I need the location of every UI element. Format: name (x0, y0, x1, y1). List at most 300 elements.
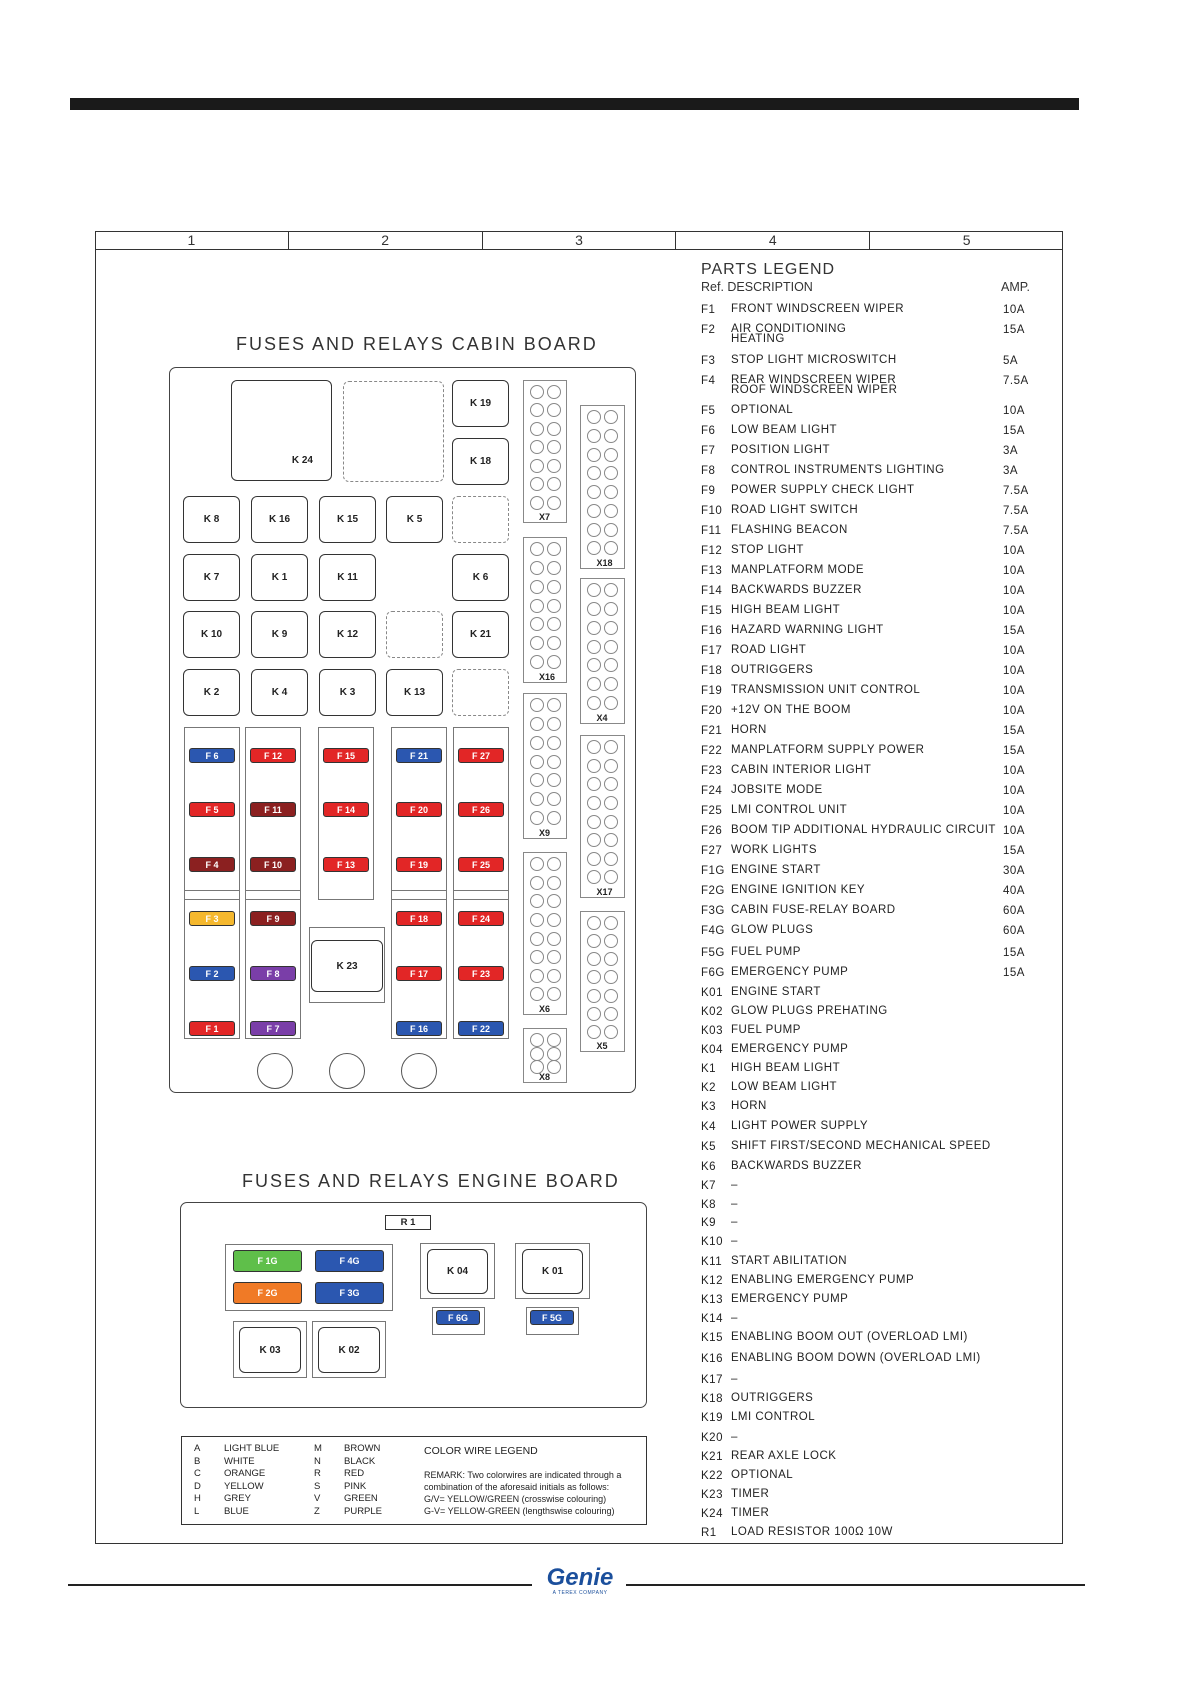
connector-label: X18 (596, 558, 613, 568)
connector-pin (530, 811, 544, 825)
legend-desc: CABIN INTERIOR LIGHT (731, 764, 872, 776)
legend-ref: K5 (701, 1141, 717, 1153)
legend-amp: 15A (1003, 725, 1025, 737)
legend-amp: 7.5A (1003, 505, 1029, 517)
legend-row (701, 425, 1031, 443)
connector-pin (604, 1025, 618, 1039)
legend-ref: K03 (701, 1025, 723, 1037)
connector-pin (530, 542, 544, 556)
connector-pin (547, 459, 561, 473)
connector-pin (547, 894, 561, 908)
fuse: F 14 (323, 802, 369, 817)
connector-pin (604, 677, 618, 691)
connector-pin (547, 496, 561, 510)
legend-amp: 15A (1003, 625, 1025, 637)
legend-desc: FRONT WINDSCREEN WIPER (731, 303, 905, 315)
connector-pin (604, 410, 618, 424)
legend-ref: F18 (701, 665, 723, 677)
legend-desc: LOW BEAM LIGHT (731, 1081, 838, 1093)
legend-amp: 10A (1003, 825, 1025, 837)
legend-desc: EMERGENCY PUMP (731, 966, 849, 978)
connector-pin (604, 523, 618, 537)
connector-pin (547, 811, 561, 825)
connector-label: X16 (539, 672, 556, 682)
connector-pin (587, 523, 601, 537)
mounting-hole (329, 1053, 365, 1089)
legend-row (701, 1332, 1031, 1350)
legend-row (701, 947, 1031, 965)
legend-desc: LOAD RESISTOR 100Ω 10W (731, 1526, 893, 1538)
fuse: F 8 (250, 966, 296, 981)
connector (580, 735, 625, 898)
wire-remark: REMARK: Two colorwires are indicated through a (424, 1470, 622, 1480)
fuse: F 5 (189, 802, 235, 817)
legend-row (701, 665, 1031, 683)
legend-desc: ENABLING EMERGENCY PUMP (731, 1274, 915, 1286)
legend-desc: ENABLING BOOM DOWN (OVERLOAD LMI) (731, 1352, 981, 1364)
legend-desc: BACKWARDS BUZZER (731, 584, 862, 596)
connector-pin (530, 894, 544, 908)
legend-desc: JOBSITE MODE (731, 784, 823, 796)
legend-desc: REAR AXLE LOCK (731, 1450, 837, 1462)
genie-logo (540, 1566, 620, 1596)
legend-ref: K22 (701, 1470, 723, 1482)
legend-row (701, 445, 1031, 463)
legend-desc: HEATING (731, 333, 785, 345)
legend-desc: – (731, 1216, 738, 1228)
fuse: F 9 (250, 911, 296, 926)
legend-ref: K10 (701, 1236, 723, 1248)
fuse: F 25 (458, 857, 504, 872)
legend-ref: K20 (701, 1432, 723, 1444)
relay-k: K 01 (522, 1249, 583, 1294)
fuse: F 4 (189, 857, 235, 872)
legend-row (701, 1393, 1031, 1411)
legend-desc: TIMER (731, 1507, 770, 1519)
legend-amp: 10A (1003, 545, 1025, 557)
wire-code: S (314, 1480, 321, 1492)
connector-pin (604, 796, 618, 810)
legend-row (701, 1313, 1031, 1331)
legend-ref: F4G (701, 925, 725, 937)
legend-row (701, 1256, 1031, 1274)
legend-row (701, 685, 1031, 703)
legend-row (701, 1121, 1031, 1139)
connector-pin (547, 773, 561, 787)
connector-pin (587, 1007, 601, 1021)
legend-desc: POWER SUPPLY CHECK LIGHT (731, 484, 915, 496)
wire-color-name: GREEN (344, 1493, 378, 1504)
legend-amp: 15A (1003, 324, 1025, 336)
legend-amp: 10A (1003, 785, 1025, 797)
connector-pin (587, 777, 601, 791)
connector-pin (530, 698, 544, 712)
connector-pin (547, 1033, 561, 1047)
wire-color-name: BLACK (344, 1455, 376, 1467)
relay-k: K 19 (452, 380, 509, 427)
connector-pin (587, 696, 601, 710)
wire-code: Z (314, 1505, 320, 1517)
logo-text: Genie (546, 1564, 614, 1591)
legend-desc: – (731, 1198, 738, 1210)
relay-k: K 12 (319, 611, 376, 658)
legend-ref: K3 (701, 1101, 717, 1113)
legend-amp: 10A (1003, 665, 1025, 677)
legend-row (701, 1082, 1031, 1100)
legend-desc: ENABLING BOOM OUT (OVERLOAD LMI) (731, 1331, 968, 1343)
connector-pin (587, 541, 601, 555)
engine-board-title: FUSES AND RELAYS ENGINE BOARD (242, 1171, 620, 1191)
legend-amp: 10A (1003, 304, 1025, 316)
legend-row (701, 1236, 1031, 1254)
connector-label: X6 (539, 1004, 551, 1014)
fuse: F 19 (396, 857, 442, 872)
legend-desc: FUEL PUMP (731, 1024, 801, 1036)
legend-desc: GLOW PLUGS PREHATING (731, 1005, 888, 1017)
legend-ref: K24 (701, 1508, 723, 1520)
connector-pin (547, 580, 561, 594)
wire-color-name: BLUE (224, 1505, 249, 1517)
legend-desc: +12V ON THE BOOM (731, 704, 851, 716)
connector (523, 693, 567, 839)
fuse: F 18 (396, 911, 442, 926)
wire-remark: G-V= YELLOW-GREEN (lengthswise colouring) (424, 1506, 615, 1516)
fuse: F 17 (396, 966, 442, 981)
relay-k: K 03 (239, 1327, 301, 1373)
fuse: F 13 (323, 857, 369, 872)
legend-desc: LMI CONTROL (731, 1411, 816, 1423)
legend-ref: F22 (701, 745, 723, 757)
cabin-board-title: FUSES AND RELAYS CABIN BOARD (236, 334, 598, 354)
connector-pin (530, 459, 544, 473)
connector-pin (604, 541, 618, 555)
legend-ref: K7 (701, 1180, 717, 1192)
resistor-r1: R 1 (385, 1215, 431, 1230)
legend-ref: K23 (701, 1489, 723, 1501)
legend-ref: K14 (701, 1313, 723, 1325)
legend-ref: K6 (701, 1161, 717, 1173)
legend-desc: ROOF WINDSCREEN WIPER (731, 384, 898, 396)
fuse: F 2 (189, 966, 235, 981)
legend-row (701, 1217, 1031, 1235)
legend-amp: 3A (1003, 465, 1019, 477)
connector-pin (530, 792, 544, 806)
connector-pin (604, 448, 618, 462)
fuse: F 6G (436, 1310, 480, 1325)
legend-ref: F11 (701, 525, 722, 537)
connector (523, 537, 567, 683)
legend-row (701, 374, 1031, 396)
legend-ref: F8 (701, 465, 716, 477)
connector-pin (604, 934, 618, 948)
legend-desc: POSITION LIGHT (731, 444, 831, 456)
connector-pin (604, 989, 618, 1003)
legend-ref: K1 (701, 1063, 717, 1075)
relay-k: K 2 (183, 669, 240, 716)
connector-pin (547, 755, 561, 769)
fuse: F 26 (458, 802, 504, 817)
legend-row (701, 1451, 1031, 1469)
legend-desc: ENGINE START (731, 864, 821, 876)
connector-pin (530, 561, 544, 575)
legend-ref: F9 (701, 485, 716, 497)
mounting-hole (401, 1053, 437, 1089)
legend-amp: 3A (1003, 445, 1019, 457)
connector-pin (604, 815, 618, 829)
connector-pin (530, 1047, 544, 1061)
legend-row (701, 1180, 1031, 1198)
legend-row (701, 1527, 1031, 1545)
relay-k: K 9 (251, 611, 308, 658)
legend-amp: 15A (1003, 845, 1025, 857)
legend-desc: FUEL PUMP (731, 946, 801, 958)
connector-pin (587, 970, 601, 984)
legend-desc: – (731, 1235, 738, 1247)
legend-ref: K15 (701, 1332, 723, 1344)
wire-code: L (194, 1505, 200, 1517)
legend-row (701, 605, 1031, 623)
relay-k: K 6 (452, 554, 509, 601)
legend-desc: HIGH BEAM LIGHT (731, 604, 841, 616)
legend-row (701, 1508, 1031, 1526)
connector-pin (587, 640, 601, 654)
legend-header-amp: AMP. (1001, 280, 1030, 294)
legend-amp: 7.5A (1003, 375, 1029, 387)
connector-pin (587, 934, 601, 948)
legend-desc: MANPLATFORM MODE (731, 564, 865, 576)
legend-amp: 15A (1003, 425, 1025, 437)
connector-pin (604, 602, 618, 616)
connector-pin (547, 987, 561, 1001)
connector-pin (587, 485, 601, 499)
legend-ref: K19 (701, 1412, 723, 1424)
legend-amp: 10A (1003, 585, 1025, 597)
legend-ref: K11 (701, 1256, 723, 1268)
fuse: F 16 (396, 1021, 442, 1036)
connector-pin (530, 913, 544, 927)
connector-pin (547, 913, 561, 927)
fuse: F 4G (315, 1250, 384, 1272)
legend-ref: F25 (701, 805, 723, 817)
legend-desc: OPTIONAL (731, 404, 794, 416)
legend-desc: HORN (731, 724, 767, 736)
connector (580, 911, 625, 1052)
legend-ref: K9 (701, 1217, 717, 1229)
legend-desc: ENGINE IGNITION KEY (731, 884, 866, 896)
legend-ref: F6G (701, 967, 725, 979)
legend-ref: K17 (701, 1374, 723, 1386)
fuse: F 3 (189, 911, 235, 926)
wire-color-name: PURPLE (344, 1505, 383, 1517)
connector-pin (587, 916, 601, 930)
connector-pin (604, 777, 618, 791)
legend-ref: F23 (701, 765, 723, 777)
connector (580, 405, 625, 569)
connector-pin (604, 970, 618, 984)
legend-amp: 7.5A (1003, 525, 1029, 537)
connector-pin (604, 852, 618, 866)
legend-desc: OUTRIGGERS (731, 664, 814, 676)
connector-pin (604, 640, 618, 654)
connector-pin (547, 717, 561, 731)
connector-pin (547, 969, 561, 983)
connector-pin (530, 736, 544, 750)
legend-row (701, 525, 1031, 543)
legend-ref: F2G (701, 885, 725, 897)
legend-ref: F7 (701, 445, 716, 457)
connector-pin (587, 815, 601, 829)
legend-row (701, 465, 1031, 483)
legend-desc: EMERGENCY PUMP (731, 1293, 849, 1305)
connector-pin (530, 636, 544, 650)
wire-legend-title: COLOR WIRE LEGEND (424, 1445, 538, 1457)
fuse: F 1 (189, 1021, 235, 1036)
legend-row (701, 505, 1031, 523)
legend-ref: K21 (701, 1451, 723, 1463)
fuse: F 23 (458, 966, 504, 981)
connector-pin (587, 870, 601, 884)
wire-color-legend (181, 1436, 647, 1525)
connector-pin (547, 792, 561, 806)
legend-desc: ROAD LIGHT (731, 644, 807, 656)
connector-pin (587, 410, 601, 424)
connector-pin (530, 932, 544, 946)
connector-pin (530, 385, 544, 399)
connector-label: X7 (539, 512, 551, 522)
legend-ref: K13 (701, 1294, 723, 1306)
logo-subtitle: A TEREX COMPANY (552, 1590, 608, 1596)
connector (523, 1028, 567, 1083)
legend-row (701, 1161, 1031, 1179)
column-label: 4 (676, 231, 870, 249)
legend-row (701, 1199, 1031, 1217)
wire-color-name: WHITE (224, 1455, 255, 1467)
legend-desc: STOP LIGHT MICROSWITCH (731, 354, 897, 366)
legend-row (701, 1063, 1031, 1081)
connector-pin (547, 385, 561, 399)
legend-desc: HIGH BEAM LIGHT (731, 1062, 841, 1074)
relay-k: K 18 (452, 438, 509, 485)
wire-code: C (194, 1468, 201, 1479)
legend-ref: F10 (701, 505, 723, 517)
wire-code: B (194, 1455, 201, 1467)
legend-row (701, 323, 1031, 345)
wire-color-name: LIGHT BLUE (224, 1443, 280, 1454)
legend-ref: K02 (701, 1006, 723, 1018)
legend-amp: 7.5A (1003, 485, 1029, 497)
connector-pin (587, 1025, 601, 1039)
empty-slot (452, 496, 509, 543)
legend-desc: OPTIONAL (731, 1469, 794, 1481)
mounting-hole (257, 1053, 293, 1089)
relay-k: K 23 (311, 940, 383, 992)
connector-pin (604, 759, 618, 773)
connector-pin (604, 621, 618, 635)
legend-desc: – (731, 1431, 738, 1443)
relay-k: K 21 (452, 611, 509, 658)
connector-pin (547, 698, 561, 712)
legend-amp: 60A (1003, 925, 1025, 937)
column-label: 5 (962, 232, 971, 248)
legend-desc: LMI CONTROL UNIT (731, 804, 848, 816)
legend-desc: HORN (731, 1100, 767, 1112)
connector-pin (587, 448, 601, 462)
connector-pin (530, 1033, 544, 1047)
legend-row (701, 485, 1031, 503)
footer-line (626, 1584, 1085, 1586)
connector-pin (530, 617, 544, 631)
legend-ref: K4 (701, 1121, 717, 1133)
connector-pin (587, 852, 601, 866)
legend-row (701, 1470, 1031, 1488)
legend-row (701, 405, 1031, 423)
connector-pin (604, 833, 618, 847)
legend-desc: EMERGENCY PUMP (731, 1043, 849, 1055)
legend-row (701, 545, 1031, 563)
empty-slot (386, 611, 443, 658)
column-label: 1 (95, 231, 289, 249)
connector-pin (604, 485, 618, 499)
connector-pin (530, 580, 544, 594)
wire-code: A (194, 1443, 201, 1454)
legend-desc: STOP LIGHT (731, 544, 804, 556)
legend-row (701, 565, 1031, 583)
legend-ref: F27 (701, 845, 723, 857)
connector-pin (587, 621, 601, 635)
legend-row (701, 865, 1031, 883)
relay-k: K 15 (319, 496, 376, 543)
legend-row (701, 645, 1031, 663)
wire-code: R (314, 1468, 321, 1479)
legend-row (701, 967, 1031, 985)
relay-k: K 3 (319, 669, 376, 716)
legend-amp: 10A (1003, 685, 1025, 697)
legend-row (701, 1275, 1031, 1293)
legend-row (701, 1412, 1031, 1430)
legend-row (701, 585, 1031, 603)
legend-amp: 30A (1003, 865, 1025, 877)
connector-pin (604, 504, 618, 518)
legend-ref: R1 (701, 1527, 717, 1539)
legend-row (701, 1101, 1031, 1119)
empty-slot (452, 669, 509, 716)
fuse: F 24 (458, 911, 504, 926)
connector-pin (530, 599, 544, 613)
legend-desc: MANPLATFORM SUPPLY POWER (731, 744, 925, 756)
legend-desc: LOW BEAM LIGHT (731, 424, 838, 436)
legend-desc: HAZARD WARNING LIGHT (731, 624, 884, 636)
legend-amp: 10A (1003, 565, 1025, 577)
column-label: 2 (289, 231, 483, 249)
legend-desc: CONTROL INSTRUMENTS LIGHTING (731, 464, 945, 476)
connector-pin (604, 870, 618, 884)
legend-amp: 15A (1003, 947, 1025, 959)
legend-ref: F15 (701, 605, 723, 617)
connector-pin (530, 857, 544, 871)
connector-pin (604, 1007, 618, 1021)
connector-pin (530, 496, 544, 510)
legend-row (701, 1006, 1031, 1024)
connector-label: X17 (596, 887, 613, 897)
relay-k: K 7 (183, 554, 240, 601)
legend-ref: F21 (701, 725, 723, 737)
wire-code: M (314, 1443, 322, 1454)
legend-desc: OUTRIGGERS (731, 1392, 814, 1404)
relay-k: K 02 (318, 1327, 380, 1373)
legend-ref: F4 (701, 375, 716, 387)
legend-row (701, 1489, 1031, 1507)
fuse: F 27 (458, 748, 504, 763)
